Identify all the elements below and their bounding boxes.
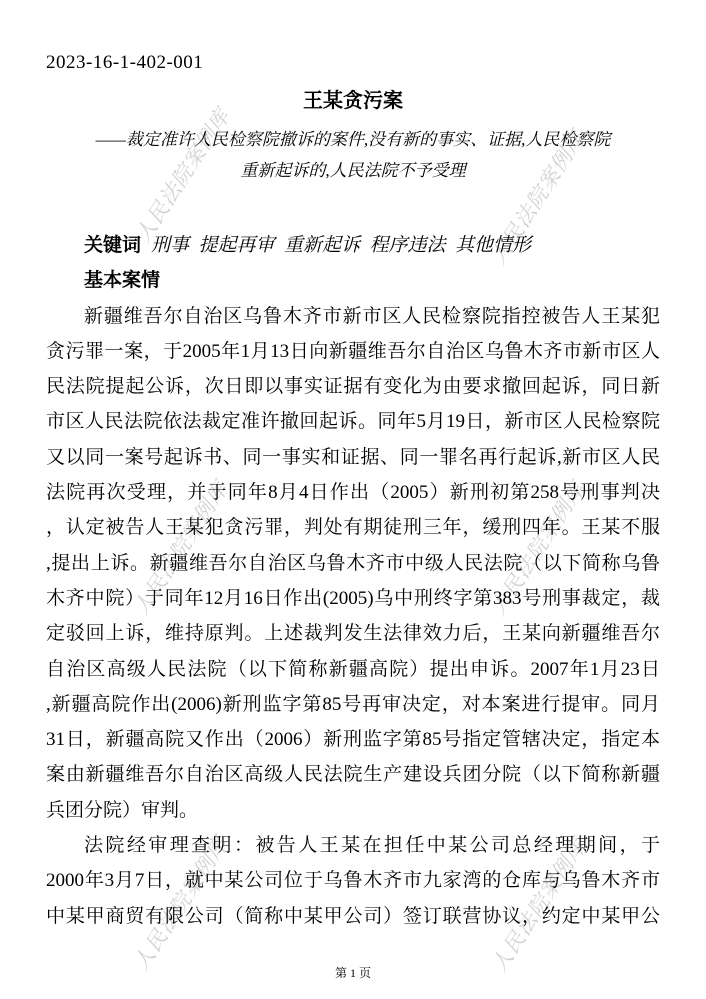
body-line: 贪污罪一案，于2005年1月13日向新疆维吾尔自治区乌鲁木齐市新市区人 <box>46 340 660 362</box>
body-line: 木齐中院）于同年12月16日作出(2005)乌中刑终字第383号刑事裁定，裁 <box>46 587 660 609</box>
body-line: 民法院提起公诉，次日即以事实证据有变化为由要求撤回起诉，同日新 <box>46 376 660 398</box>
watermark-text: 人民法院案例库 <box>485 477 590 620</box>
page-number-footer: 第 1 页 <box>334 966 371 980</box>
keywords-list: 刑事 提起再审 重新起诉 程序违法 其他情形 <box>151 235 532 256</box>
watermark-text: 人民法院案例库 <box>128 832 233 975</box>
body-line: ,提出上诉。新疆维吾尔自治区乌鲁木齐市中级人民法院（以下简称乌鲁 <box>46 552 660 574</box>
body-line: 新疆维吾尔自治区乌鲁木齐市新市区人民检察院指控被告人王某犯 <box>84 305 660 327</box>
keywords-label: 关键词 <box>84 235 142 256</box>
subtitle-line-1: ——裁定准许人民检察院撤诉的案件,没有新的事实、证据,人民检察院 <box>95 130 611 149</box>
case-subtitle <box>60 124 646 186</box>
body-line: 中某甲商贸有限公司（简称中某甲公司）签订联营协议，约定中某甲公 <box>46 905 660 927</box>
subtitle-line-2: 重新起诉的,人民法院不予受理 <box>240 161 466 180</box>
watermark-text: 人民法院案例库 <box>485 126 590 269</box>
body-line: 市区人民法院依法裁定准许撤回起诉。同年5月19日，新市区人民检察院 <box>46 411 660 433</box>
body-line: ，认定被告人王某犯贪污罪，判处有期徒刑三年，缓刑四年。王某不服 <box>46 517 660 539</box>
body-line: 法院再次受理，并于同年8月4日作出（2005）新刑初第258号刑事判决 <box>46 482 660 504</box>
watermark-text: 人民法院案例库 <box>130 104 235 247</box>
watermark-text: 人民法院案例库 <box>128 477 233 620</box>
body-line: 2000年3月7日，就中某公司位于乌鲁木齐市九家湾的仓库与乌鲁木齐市 <box>46 870 660 892</box>
body-line: ,新疆高院作出(2006)新刑监字第85号再审决定，对本案进行提审。同月 <box>46 693 660 715</box>
body-line: 案由新疆维吾尔自治区高级人民法院生产建设兵团分院（以下简称新疆 <box>46 764 660 786</box>
case-title: 王某贪污案 <box>303 90 403 112</box>
document-number: 2023-16-1-402-001 <box>46 52 204 73</box>
body-line: 法院经审理查明：被告人王某在担任中某公司总经理期间，于 <box>84 835 660 857</box>
body-line: 兵团分院）审判。 <box>46 799 199 821</box>
body-line: 又以同一案号起诉书、同一事实和证据、同一罪名再行起诉,新市区人民 <box>46 446 660 468</box>
body-line: 31日，新疆高院又作出（2006）新刑监字第85号指定管辖决定，指定本 <box>46 729 660 751</box>
keywords-line <box>46 228 660 263</box>
section-heading-basic-facts: 基本案情 <box>84 270 161 292</box>
document-body <box>46 228 660 934</box>
body-line: 定驳回上诉，维持原判。上述裁判发生法律效力后，王某向新疆维吾尔 <box>46 623 660 645</box>
watermark-text: 人民法院案例库 <box>486 834 591 977</box>
body-line: 自治区高级人民法院（以下简称新疆高院）提出申诉。2007年1月23日 <box>46 658 660 680</box>
